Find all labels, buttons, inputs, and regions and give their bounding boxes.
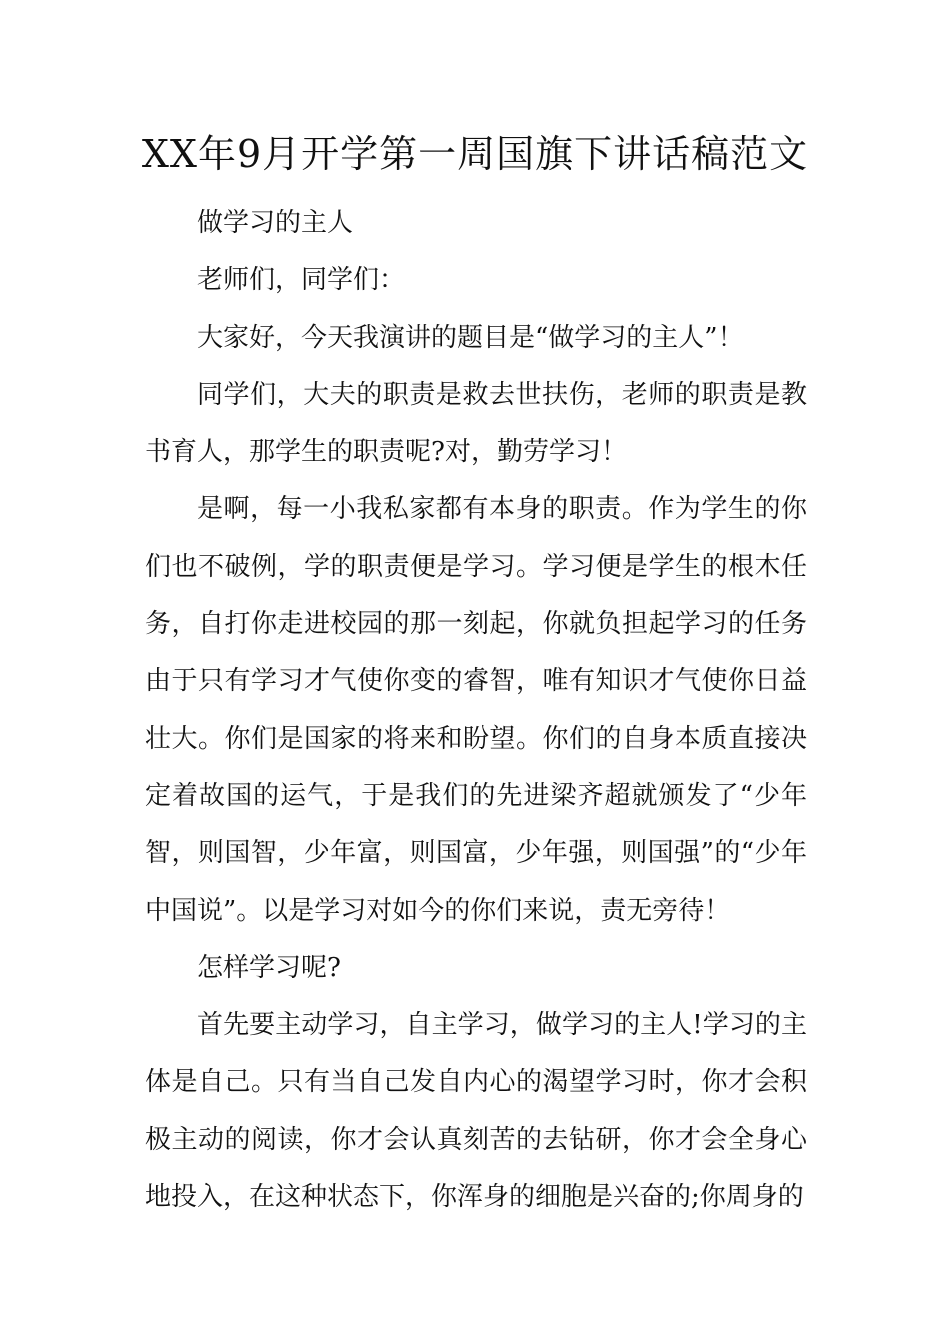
document-body	[145, 195, 807, 1226]
paragraph-how-to-learn: 怎样学习呢?	[197, 952, 341, 983]
paragraph-active-learning: 首先要主动学习，自主学习，做学习的主人!学习的主体是自己。只有当自己发自内心的渴望学习时，你才会积极主动的阅读，你才会认真刻苦的去钻研，你才会全身心地投入，在这种状态下，你浑身的细胞是兴奋的;你周身的	[145, 1010, 807, 1213]
paragraph-greeting: 大家好，今天我演讲的题目是“做学习的主人”！	[197, 322, 744, 353]
paragraph-salutation: 老师们，同学们：	[197, 265, 406, 296]
paragraph-responsibility: 是啊，每一小我私家都有本身的职责。作为学生的你们也不破例，学的职责便是学习。学习便是学生的根木任务，自打你走进校园的那一刻起，你就负担起学习的任务由于只有学习才气使你变的睿智，唯有知识才气使你日益壮大。你们是国家的将来和盼望。你们的自身本质直接决定着故国的运气，于是我们的先进梁齐超就颁发了“少年智，则国智，少年富，则国富，少年强，则国强”的“少年中国说”。以是学习对如今的你们来说，责无旁待！	[145, 494, 807, 926]
paragraph-subtitle: 做学习的主人	[197, 208, 354, 238]
paragraph-duty: 同学们，大夫的职责是救去世扶伤，老师的职责是教书育人，那学生的职责呢?对，勤劳学习！	[145, 379, 807, 468]
document-title: XX年9月开学第一周国旗下讲话稿范文	[141, 132, 809, 176]
